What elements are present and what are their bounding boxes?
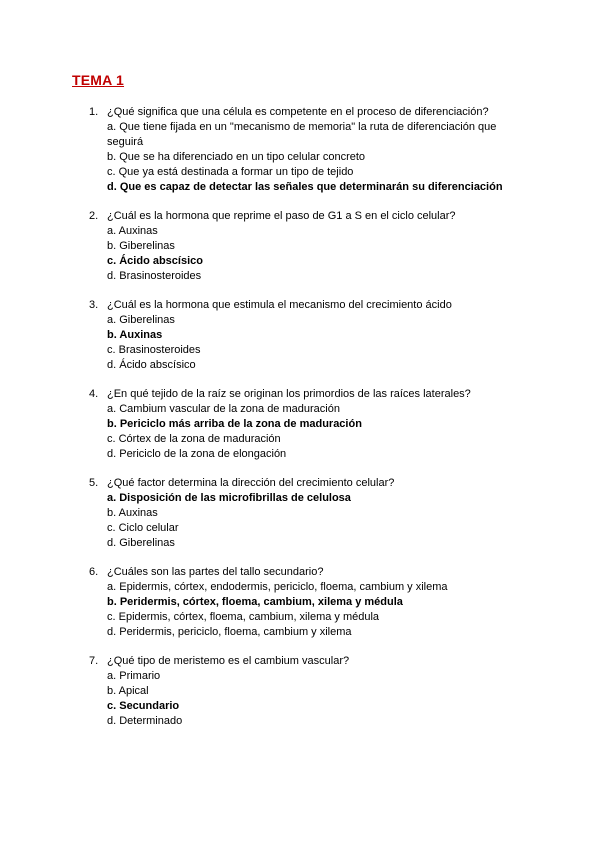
question-body xyxy=(107,209,517,284)
option-a: a. Primario xyxy=(107,670,161,682)
option-c: c. Ácido abscísico xyxy=(107,255,203,267)
option-d: d. Que es capaz de detectar las señales que determinarán su diferenciación xyxy=(107,181,503,193)
question-text: ¿Qué significa que una célula es competente en el proceso de diferenciación? xyxy=(107,106,489,118)
question-text: ¿Cuál es la hormona que reprime el paso de G1 a S en el ciclo celular? xyxy=(107,210,456,222)
question-7 xyxy=(0,654,600,729)
option-a: a. Epidermis, córtex, endodermis, periciclo, floema, cambium y xilema xyxy=(107,581,448,593)
question-5 xyxy=(0,476,600,551)
option-b: b. Giberelinas xyxy=(107,240,175,252)
question-text: ¿Cuál es la hormona que estimula el mecanismo del crecimiento ácido xyxy=(107,299,452,311)
option-d: d. Giberelinas xyxy=(107,537,175,549)
question-number: 2. xyxy=(89,210,99,222)
option-a: a. Auxinas xyxy=(107,225,158,237)
option-c: c. Secundario xyxy=(107,700,180,712)
question-number: 3. xyxy=(89,299,99,311)
question-body xyxy=(107,476,517,551)
question-list xyxy=(0,105,600,743)
option-a: a. Que tiene fijada en un "mecanismo de memoria" la ruta de diferenciación que seguirá xyxy=(107,121,497,148)
question-text: ¿En qué tejido de la raíz se originan los primordios de las raíces laterales? xyxy=(107,388,471,400)
option-c: c. Ciclo celular xyxy=(107,522,179,534)
option-d: d. Periciclo de la zona de elongación xyxy=(107,448,287,460)
question-number: 1. xyxy=(89,106,99,118)
option-b: b. Auxinas xyxy=(107,507,158,519)
question-text: ¿Qué tipo de meristemo es el cambium vascular? xyxy=(107,655,350,667)
option-c: c. Que ya está destinada a formar un tipo de tejido xyxy=(107,166,354,178)
option-c: c. Epidermis, córtex, floema, cambium, xilema y médula xyxy=(107,611,380,623)
question-number: 7. xyxy=(89,655,99,667)
question-text: ¿Qué factor determina la dirección del crecimiento celular? xyxy=(107,477,395,489)
question-body xyxy=(107,654,517,729)
question-1 xyxy=(0,105,600,195)
question-3 xyxy=(0,298,600,373)
option-a: a. Disposición de las microfibrillas de celulosa xyxy=(107,492,351,504)
option-b: b. Auxinas xyxy=(107,329,163,341)
question-body xyxy=(107,387,517,462)
question-body xyxy=(107,565,517,640)
option-c: c. Brasinosteroides xyxy=(107,344,201,356)
question-4 xyxy=(0,387,600,462)
option-c: c. Córtex de la zona de maduración xyxy=(107,433,281,445)
option-b: b. Que se ha diferenciado en un tipo celular concreto xyxy=(107,151,366,163)
option-a: a. Giberelinas xyxy=(107,314,175,326)
option-d: d. Ácido abscísico xyxy=(107,359,196,371)
option-b: b. Periciclo más arriba de la zona de maduración xyxy=(107,418,362,430)
question-body xyxy=(107,105,517,195)
option-a: a. Cambium vascular de la zona de maduración xyxy=(107,403,340,415)
option-b: b. Apical xyxy=(107,685,149,697)
option-d: d. Peridermis, periciclo, floema, cambium y xilema xyxy=(107,626,352,638)
page-title: TEMA 1 xyxy=(72,72,125,88)
option-b: b. Peridermis, córtex, floema, cambium, xilema y médula xyxy=(107,596,403,608)
option-d: d. Brasinosteroides xyxy=(107,270,202,282)
question-number: 5. xyxy=(89,477,99,489)
question-6 xyxy=(0,565,600,640)
question-2 xyxy=(0,209,600,284)
question-text: ¿Cuáles son las partes del tallo secundario? xyxy=(107,566,324,578)
option-d: d. Determinado xyxy=(107,715,183,727)
question-number: 4. xyxy=(89,388,99,400)
question-number: 6. xyxy=(89,566,99,578)
question-body xyxy=(107,298,517,373)
